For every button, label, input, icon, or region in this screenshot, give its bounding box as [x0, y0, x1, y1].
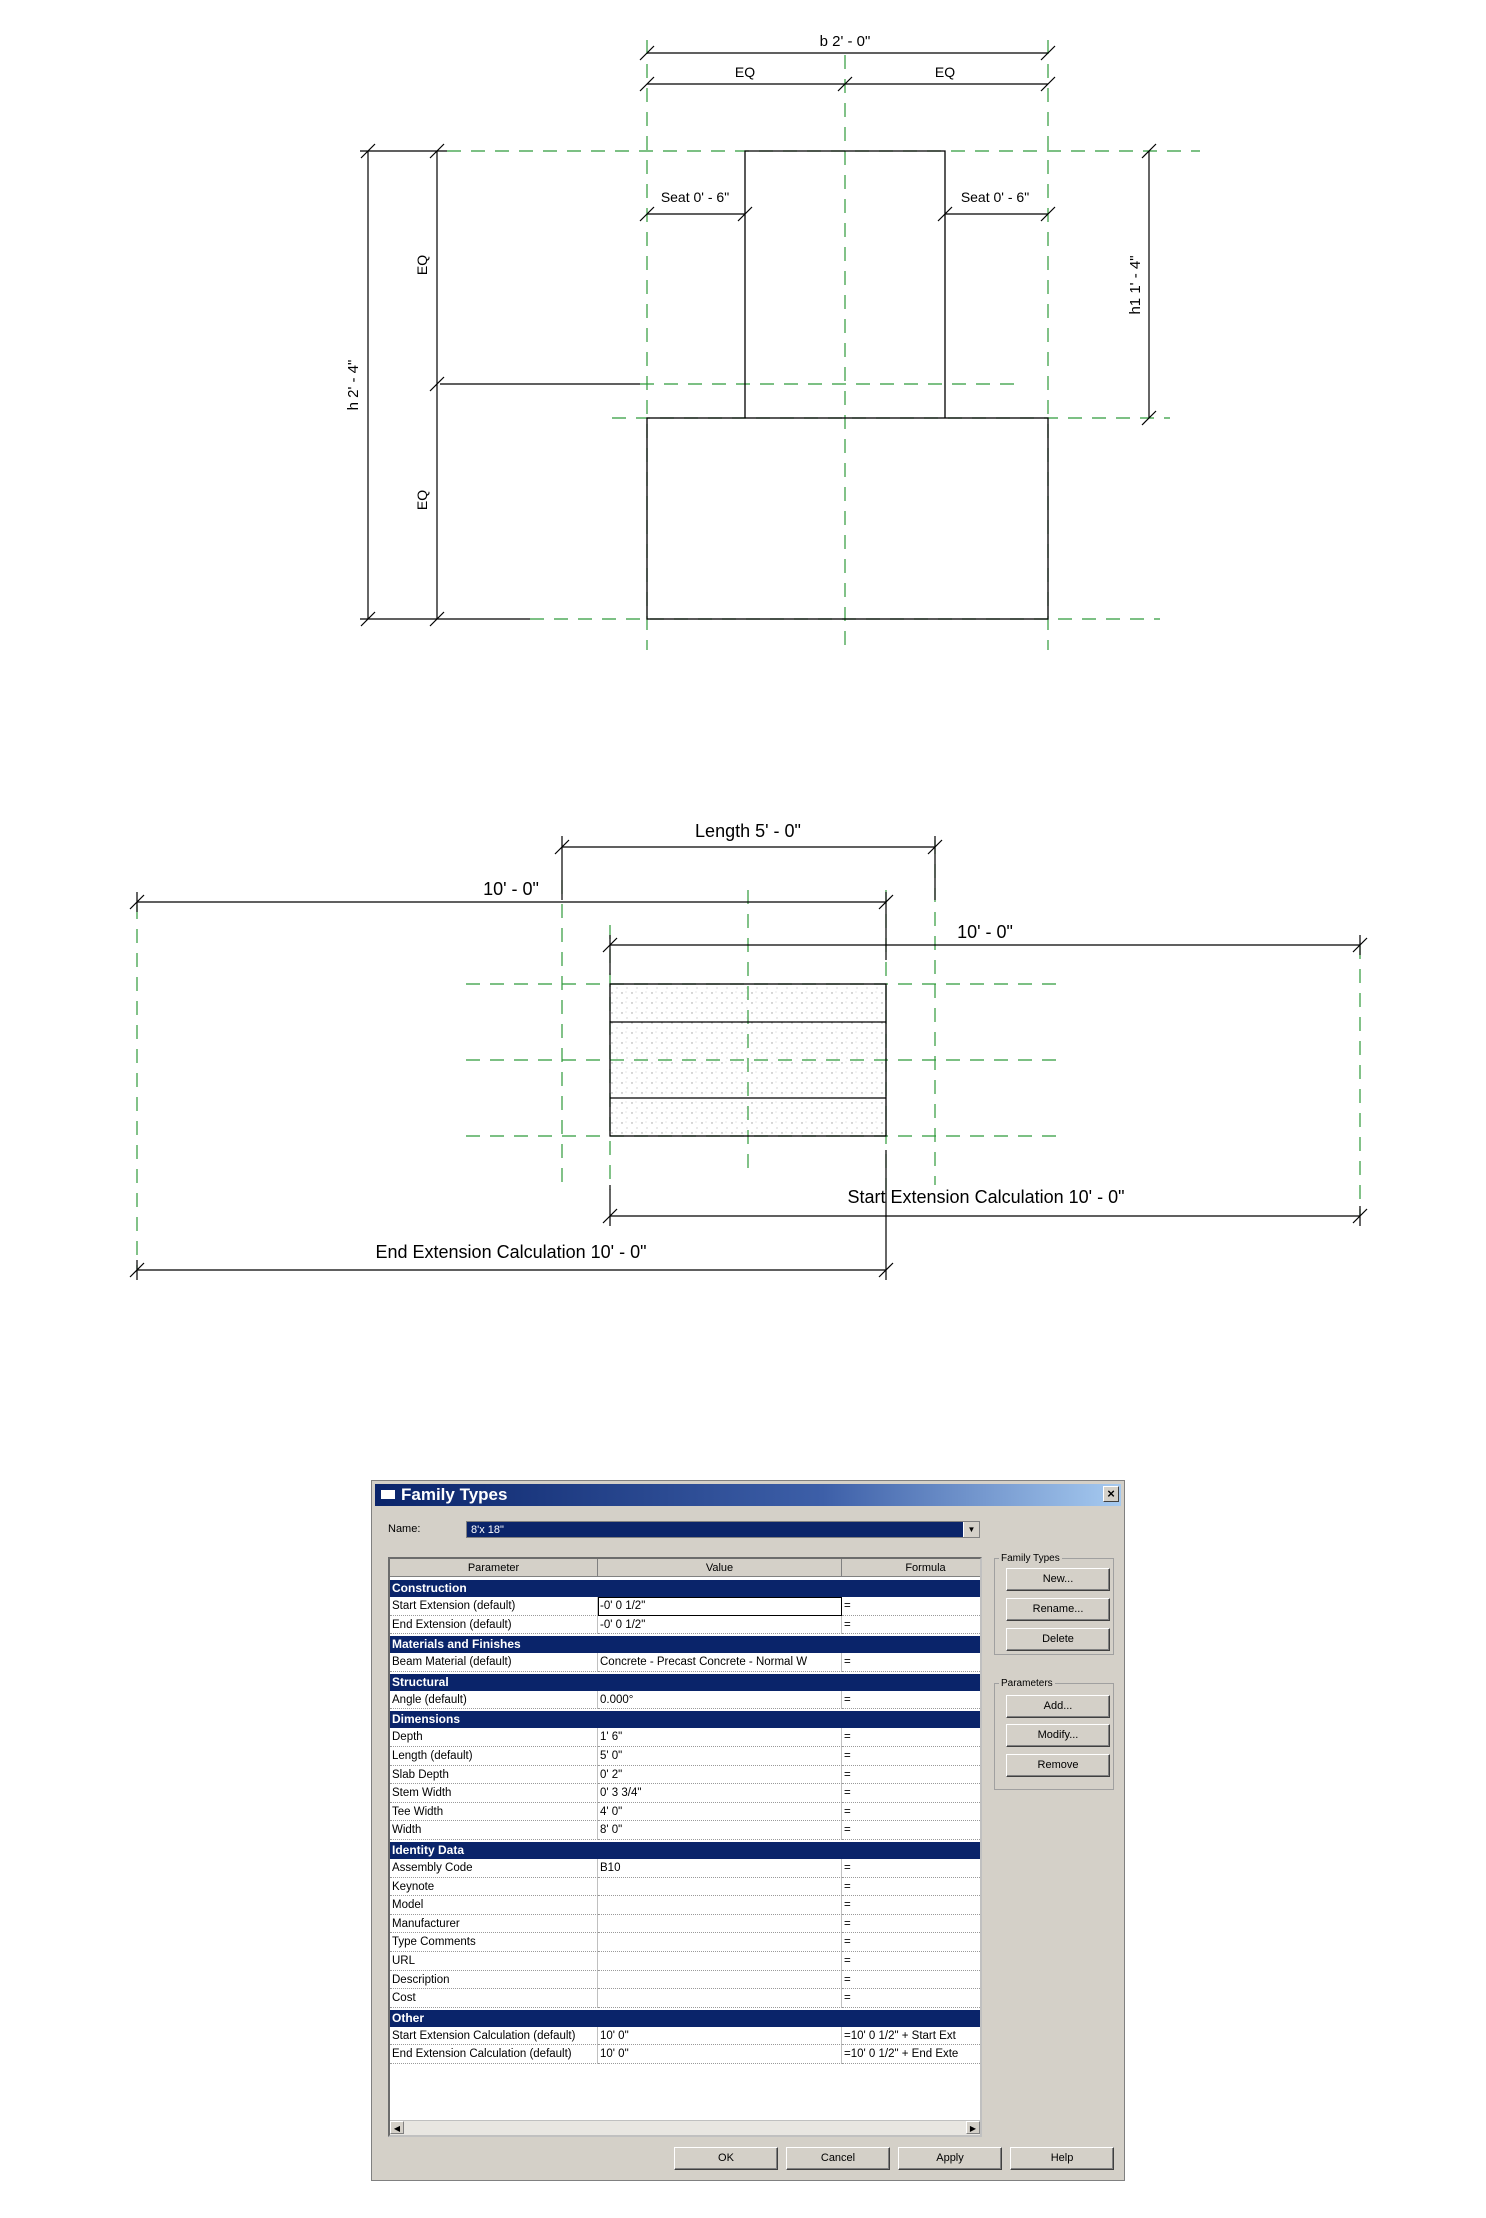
help-button[interactable]: Help: [1010, 2147, 1114, 2170]
formula-cell[interactable]: =: [842, 1859, 982, 1878]
formula-cell[interactable]: =: [842, 1653, 982, 1672]
formula-cell[interactable]: =: [842, 1952, 982, 1971]
dim-seat-left: Seat 0' - 6": [660, 189, 730, 205]
value-cell[interactable]: 4' 0": [598, 1803, 842, 1822]
parameter-cell: Start Extension Calculation (default): [390, 2027, 598, 2046]
beam-section-outline: [360, 151, 1048, 619]
value-cell[interactable]: 0.000°: [598, 1691, 842, 1710]
table-body: [390, 1578, 982, 2064]
dialog-title: Family Types: [401, 1485, 508, 1504]
dimension-lines-section: [360, 46, 1156, 626]
table-row[interactable]: [390, 1952, 982, 1971]
value-cell[interactable]: -0' 0 1/2": [598, 1616, 842, 1635]
dim-seat-right: Seat 0' - 6": [960, 189, 1030, 205]
dim-start-extension: Start Extension Calculation 10' - 0": [847, 1187, 1125, 1207]
type-name-select[interactable]: [466, 1521, 980, 1538]
parameter-cell: Angle (default): [390, 1691, 598, 1710]
horizontal-scrollbar[interactable]: [390, 2120, 980, 2135]
formula-cell[interactable]: =: [842, 1915, 982, 1934]
apply-button[interactable]: Apply: [898, 2147, 1002, 2170]
parameter-cell: End Extension Calculation (default): [390, 2045, 598, 2064]
new-button[interactable]: New...: [1006, 1568, 1110, 1591]
formula-cell[interactable]: =: [842, 1878, 982, 1897]
delete-button[interactable]: Delete: [1006, 1628, 1110, 1651]
table-row[interactable]: [390, 1878, 982, 1897]
formula-cell[interactable]: =: [842, 1896, 982, 1915]
table-row[interactable]: [390, 1747, 982, 1766]
table-row[interactable]: [390, 2045, 982, 2064]
parameter-cell: Model: [390, 1896, 598, 1915]
parameter-cell: Stem Width: [390, 1784, 598, 1803]
formula-cell[interactable]: =: [842, 1597, 982, 1616]
remove-parameter-button[interactable]: Remove: [1006, 1754, 1110, 1777]
value-cell[interactable]: 10' 0": [598, 2027, 842, 2046]
dim-right-10: 10' - 0": [957, 922, 1013, 942]
parameter-cell: Width: [390, 1821, 598, 1840]
dim-length: Length 5' - 0": [695, 821, 801, 841]
value-cell[interactable]: [598, 1896, 842, 1915]
dim-h1: h1 1' - 4": [1127, 255, 1144, 315]
table-row[interactable]: [390, 1653, 982, 1672]
parameters-group-label: Parameters: [1001, 1678, 1053, 1689]
formula-cell[interactable]: =: [842, 1766, 982, 1785]
value-cell[interactable]: 0' 3 3/4": [598, 1784, 842, 1803]
column-header-value[interactable]: Value: [598, 1559, 842, 1577]
table-row[interactable]: [390, 1896, 982, 1915]
value-cell[interactable]: [598, 1878, 842, 1897]
parameter-cell: Depth: [390, 1728, 598, 1747]
formula-cell[interactable]: =: [842, 1616, 982, 1635]
rename-button[interactable]: Rename...: [1006, 1598, 1110, 1621]
modify-parameter-button[interactable]: Modify...: [1006, 1724, 1110, 1747]
formula-cell[interactable]: =: [842, 1971, 982, 1990]
table-row[interactable]: [390, 2027, 982, 2046]
dim-eq-top-right: EQ: [934, 64, 956, 80]
group-header[interactable]: Structural: [390, 1674, 982, 1691]
reference-planes-section: [447, 40, 1200, 650]
formula-cell[interactable]: =: [842, 1803, 982, 1822]
parameter-cell: End Extension (default): [390, 1616, 598, 1635]
family-types-dialog: [371, 1480, 1125, 2181]
parameter-cell: URL: [390, 1952, 598, 1971]
cancel-button[interactable]: Cancel: [786, 2147, 890, 2170]
family-types-group-label: Family Types: [1001, 1553, 1060, 1564]
value-cell[interactable]: [598, 1971, 842, 1990]
value-cell[interactable]: [598, 1933, 842, 1952]
dim-left-10: 10' - 0": [483, 879, 539, 899]
group-header[interactable]: Dimensions: [390, 1711, 982, 1728]
formula-cell[interactable]: =10' 0 1/2" + Start Ext: [842, 2027, 982, 2046]
table-header: [390, 1559, 982, 1577]
value-cell[interactable]: 10' 0": [598, 2045, 842, 2064]
table-row[interactable]: [390, 1915, 982, 1934]
formula-cell[interactable]: =: [842, 1989, 982, 2008]
parameter-cell: Keynote: [390, 1878, 598, 1897]
parameter-cell: Description: [390, 1971, 598, 1990]
parameter-cell: Beam Material (default): [390, 1653, 598, 1672]
table-row[interactable]: [390, 1766, 982, 1785]
table-row[interactable]: [390, 1616, 982, 1635]
value-cell[interactable]: 0' 2": [598, 1766, 842, 1785]
scroll-left-icon[interactable]: ◀: [390, 2121, 404, 2134]
formula-cell[interactable]: =: [842, 1784, 982, 1803]
window-icon: [381, 1490, 395, 1499]
value-cell[interactable]: [598, 1915, 842, 1934]
value-cell[interactable]: B10: [598, 1859, 842, 1878]
table-row[interactable]: [390, 1728, 982, 1747]
table-row[interactable]: [390, 1971, 982, 1990]
ok-button[interactable]: OK: [674, 2147, 778, 2170]
table-row[interactable]: [390, 1859, 982, 1878]
dim-end-extension: End Extension Calculation 10' - 0": [375, 1242, 647, 1262]
parameter-cell: Assembly Code: [390, 1859, 598, 1878]
formula-cell[interactable]: =: [842, 1933, 982, 1952]
table-row[interactable]: [390, 1989, 982, 2008]
value-cell[interactable]: -0' 0 1/2": [598, 1597, 842, 1616]
parameter-cell: Tee Width: [390, 1803, 598, 1822]
table-row[interactable]: [390, 1691, 982, 1710]
dim-h: h 2' - 4": [345, 359, 362, 411]
parameter-cell: Slab Depth: [390, 1766, 598, 1785]
group-header[interactable]: Identity Data: [390, 1842, 982, 1859]
table-row[interactable]: [390, 1933, 982, 1952]
beam-plan-outline: [610, 984, 886, 1136]
name-label: Name:: [388, 1523, 421, 1535]
formula-cell[interactable]: =: [842, 1747, 982, 1766]
parameter-cell: Type Comments: [390, 1933, 598, 1952]
dim-b: b 2' - 0": [819, 33, 871, 50]
dim-eq-top-left: EQ: [734, 64, 756, 80]
parameter-cell: Start Extension (default): [390, 1597, 598, 1616]
dialog-titlebar[interactable]: [375, 1484, 1121, 1506]
chevron-down-icon[interactable]: ▼: [963, 1522, 979, 1537]
dim-eq-side-bottom: EQ: [414, 489, 430, 511]
parameter-cell: Length (default): [390, 1747, 598, 1766]
column-header-parameter[interactable]: Parameter: [390, 1559, 598, 1577]
column-header-formula[interactable]: Formula: [842, 1559, 982, 1577]
formula-cell[interactable]: =: [842, 1728, 982, 1747]
group-header[interactable]: Construction: [390, 1580, 982, 1597]
formula-cell[interactable]: =: [842, 1821, 982, 1840]
value-cell[interactable]: [598, 1989, 842, 2008]
group-header[interactable]: Materials and Finishes: [390, 1636, 982, 1653]
parameters-table: [388, 1557, 982, 2137]
value-cell[interactable]: 8' 0": [598, 1821, 842, 1840]
table-row[interactable]: [390, 1821, 982, 1840]
value-cell[interactable]: Concrete - Precast Concrete - Normal W: [598, 1653, 842, 1672]
value-cell[interactable]: [598, 1952, 842, 1971]
scroll-right-icon[interactable]: ▶: [966, 2121, 980, 2134]
group-header[interactable]: Other: [390, 2010, 982, 2027]
value-cell[interactable]: 1' 6": [598, 1728, 842, 1747]
value-cell[interactable]: 5' 0": [598, 1747, 842, 1766]
formula-cell[interactable]: =10' 0 1/2" + End Exte: [842, 2045, 982, 2064]
add-parameter-button[interactable]: Add...: [1006, 1695, 1110, 1718]
table-row[interactable]: [390, 1784, 982, 1803]
formula-cell[interactable]: =: [842, 1691, 982, 1710]
type-name-value: 8'x 18": [471, 1524, 504, 1536]
table-row[interactable]: [390, 1597, 982, 1616]
parameter-cell: Cost: [390, 1989, 598, 2008]
close-button[interactable]: ×: [1103, 1486, 1119, 1502]
table-row[interactable]: [390, 1803, 982, 1822]
dim-eq-side-top: EQ: [414, 254, 430, 276]
parameter-cell: Manufacturer: [390, 1915, 598, 1934]
